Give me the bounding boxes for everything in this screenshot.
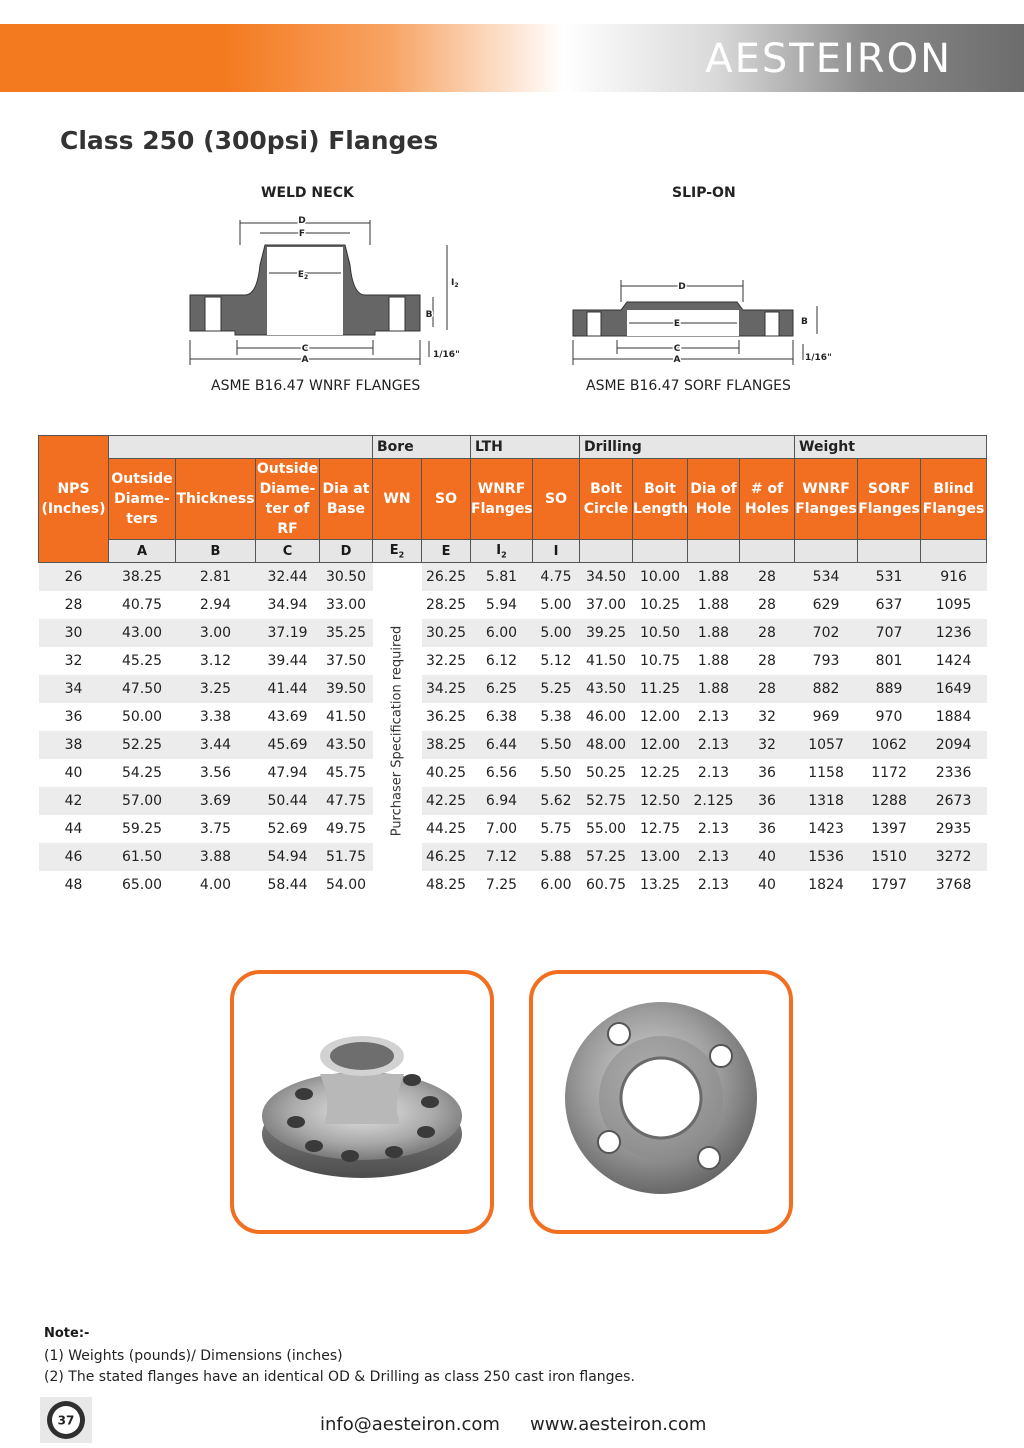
table-cell: 48.00 [580, 731, 633, 759]
table-cell: 47.94 [267, 765, 308, 781]
letter-b: B [176, 540, 256, 563]
slip-on-flange-photo [533, 974, 789, 1230]
table-cell: 10.75 [639, 653, 681, 669]
table-cell: 707 [858, 619, 921, 647]
table-cell: 5.38 [540, 709, 572, 725]
table-cell: 46.25 [422, 843, 471, 871]
table-cell: 47.50 [109, 675, 176, 703]
table-cell: 5.62 [533, 787, 580, 815]
table-cell: 1397 [871, 821, 907, 837]
header-dia-at-base: Dia at Base [320, 459, 373, 540]
table-cell: 32 [758, 709, 776, 725]
table-cell: 6.00 [471, 619, 533, 647]
so-label-a: A [673, 355, 681, 365]
table-cell: 59.25 [121, 821, 163, 837]
table-cell: 1172 [871, 765, 907, 781]
header-nps: NPS (Inches) [39, 436, 109, 563]
table-row [39, 563, 987, 592]
table-cell: 1424 [935, 653, 972, 669]
letter-c: C [256, 540, 320, 563]
table-cell: 41.50 [325, 709, 367, 725]
table-cell: 54.94 [256, 843, 320, 871]
table-cell: 969 [812, 709, 840, 725]
table-cell: 3.56 [199, 765, 232, 781]
table-cell: 34.50 [580, 563, 633, 592]
table-cell: 5.75 [540, 821, 572, 837]
header-num-holes: # of Holes [740, 459, 795, 540]
header-so: SO [422, 459, 471, 540]
table-cell: 37.50 [325, 653, 367, 669]
table-cell: 801 [875, 653, 903, 669]
table-cell: 5.50 [533, 731, 580, 759]
table-cell: 34.94 [267, 597, 308, 613]
table-cell: 5.12 [540, 653, 572, 669]
table-cell: 30.25 [422, 619, 471, 647]
slip-on-photo-frame [529, 970, 793, 1234]
table-cell: 28 [740, 675, 795, 703]
table-cell: 6.38 [485, 709, 518, 725]
table-cell: 43.50 [580, 675, 633, 703]
table-cell: 6.25 [471, 675, 533, 703]
so-label-d: D [678, 282, 686, 292]
table-cell: 12.00 [633, 731, 688, 759]
table-cell: 1288 [858, 787, 921, 815]
table-cell: 5.50 [540, 765, 572, 781]
flange-spec-table [38, 435, 987, 899]
table-cell: 51.75 [320, 843, 373, 871]
header-thickness: Thickness [176, 459, 256, 540]
table-cell: 2935 [935, 821, 972, 837]
table-cell: 58.44 [267, 877, 308, 893]
header-blind-weight: Blind Flanges [921, 459, 987, 540]
table-cell: 12.50 [633, 787, 688, 815]
page-title: Class 250 (300psi) Flanges [60, 126, 439, 155]
weld-neck-diagram [185, 205, 475, 370]
table-cell: 52.75 [580, 787, 633, 815]
table-cell: 11.25 [633, 675, 688, 703]
footer-website[interactable]: www.aesteiron.com [530, 1414, 707, 1435]
table-cell: 54.25 [121, 765, 163, 781]
table-cell: 2.13 [697, 765, 730, 781]
table-cell: 50.00 [121, 709, 163, 725]
table-cell: 12.75 [639, 821, 681, 837]
letter-a: A [109, 540, 176, 563]
table-cell: 28 [64, 597, 83, 613]
header-outside-diameters: Outside Diame- ters [109, 459, 176, 540]
weld-neck-title: WELD NECK [261, 185, 354, 201]
table-cell: 637 [875, 597, 903, 613]
table-cell: 3.12 [199, 653, 232, 669]
table-cell: 2673 [921, 787, 987, 815]
table-cell: 40.25 [425, 765, 467, 781]
table-cell: 6.56 [485, 765, 518, 781]
table-cell: 2.13 [697, 709, 730, 725]
table-cell: 39.50 [320, 675, 373, 703]
table-cell: 34.25 [422, 675, 471, 703]
table-cell: 7.12 [471, 843, 533, 871]
table-cell: 36 [64, 709, 83, 725]
table-row [39, 675, 987, 703]
table-cell: 2.13 [688, 731, 740, 759]
table-cell: 48.25 [425, 877, 467, 893]
table-cell: 1797 [871, 877, 907, 893]
table-cell: 4.00 [199, 877, 232, 893]
table-cell: 40 [740, 843, 795, 871]
table-row [39, 591, 987, 619]
table-cell: 1423 [808, 821, 844, 837]
table-cell: 1057 [795, 731, 858, 759]
table-cell: 35.25 [320, 619, 373, 647]
notes-heading: Note:- [44, 1326, 90, 1341]
wn-label-d: D [298, 216, 306, 226]
header-bolt-circle: Bolt Circle [580, 459, 633, 540]
table-cell: 2.94 [199, 597, 232, 613]
table-cell: 534 [795, 563, 858, 592]
table-cell: 38.25 [109, 563, 176, 592]
table-cell: 3.25 [176, 675, 256, 703]
table-cell: 26 [39, 563, 109, 592]
table-cell: 28 [740, 619, 795, 647]
table-cell: 1649 [921, 675, 987, 703]
table-cell: 970 [875, 709, 903, 725]
wn-purchaser-note: Purchaser Specification required [389, 625, 405, 837]
table-cell: 1884 [935, 709, 972, 725]
letter-e2: $E_2$ [373, 540, 422, 563]
table-cell: 7.00 [485, 821, 518, 837]
table-cell: 36 [740, 787, 795, 815]
table-cell: 6.94 [471, 787, 533, 815]
table-cell: 43.50 [320, 731, 373, 759]
table-cell: 45.69 [256, 731, 320, 759]
table-cell: 1510 [858, 843, 921, 871]
table-cell: 38 [39, 731, 109, 759]
table-cell: 1.88 [688, 563, 740, 592]
group-drilling: Drilling [580, 436, 795, 459]
table-cell: 10.25 [639, 597, 681, 613]
slip-on-title: SLIP-ON [672, 185, 736, 201]
so-label-c: C [673, 344, 681, 354]
letter-e: E [422, 540, 471, 563]
header-bolt-length: Bolt Length [633, 459, 688, 540]
table-cell: 3.69 [176, 787, 256, 815]
table-cell: 629 [812, 597, 840, 613]
wn-label-a: A [301, 355, 309, 365]
table-cell: 46 [39, 843, 109, 871]
table-cell: 7.25 [485, 877, 518, 893]
table-cell: 3.00 [176, 619, 256, 647]
table-row [39, 815, 987, 843]
table-cell: 36.25 [425, 709, 467, 725]
note-line-2: (2) The stated flanges have an identical OD & Drilling as class 250 cast iron flanges. [44, 1369, 635, 1385]
table-cell: 52.69 [267, 821, 308, 837]
table-row [39, 619, 987, 647]
table-cell: 61.50 [109, 843, 176, 871]
table-cell: 10.00 [633, 563, 688, 592]
table-cell: 52.25 [109, 731, 176, 759]
table-cell: 5.88 [533, 843, 580, 871]
table-cell: 1.88 [688, 675, 740, 703]
table-cell: 793 [812, 653, 840, 669]
table-cell: 55.00 [585, 821, 627, 837]
header-outside-diameter-rf: Outside Diame- ter of RF [256, 459, 320, 540]
table-row [39, 871, 987, 899]
header-so-lth: SO [533, 459, 580, 540]
table-cell: 30.50 [320, 563, 373, 592]
table-cell: 1.88 [688, 619, 740, 647]
table-cell: 45.25 [121, 653, 163, 669]
slip-on-caption: ASME B16.47 SORF FLANGES [586, 378, 791, 394]
table-row [39, 787, 987, 815]
table-cell: 65.00 [121, 877, 163, 893]
table-cell: 5.25 [533, 675, 580, 703]
page-number: 37 [57, 1413, 75, 1428]
table-cell: 1.88 [697, 597, 730, 613]
slip-on-diagram [565, 270, 845, 370]
table-cell: 10.50 [633, 619, 688, 647]
table-cell: 57.00 [109, 787, 176, 815]
header-wnrf-flanges: WNRF Flanges [471, 459, 533, 540]
table-cell: 47.75 [320, 787, 373, 815]
table-cell: 4.75 [533, 563, 580, 592]
table-cell: 6.12 [485, 653, 518, 669]
table-cell: 1095 [935, 597, 972, 613]
table-cell: 40.75 [121, 597, 163, 613]
weld-neck-flange-photo [234, 974, 490, 1230]
table-row [39, 759, 987, 787]
table-cell: 34 [39, 675, 109, 703]
table-cell: 531 [858, 563, 921, 592]
table-cell: 1236 [921, 619, 987, 647]
table-cell: 45.75 [325, 765, 367, 781]
table-cell: 40 [758, 877, 776, 893]
header-dia-of-hole: Dia of Hole [688, 459, 740, 540]
table-cell: 3768 [935, 877, 972, 893]
table-cell: 32.25 [425, 653, 467, 669]
table-row [39, 843, 987, 871]
table-cell: 57.25 [580, 843, 633, 871]
table-cell: 30 [39, 619, 109, 647]
table-cell: 32 [740, 731, 795, 759]
group-bore: Bore [373, 436, 471, 459]
table-cell: 44 [64, 821, 83, 837]
table-cell: 48 [64, 877, 83, 893]
table-cell: 41.44 [256, 675, 320, 703]
table-cell: 33.00 [325, 597, 367, 613]
footer-email[interactable]: info@aesteiron.com [320, 1414, 500, 1435]
letter-i2: $I_2$ [471, 540, 533, 563]
group-weight: Weight [795, 436, 987, 459]
table-cell: 1062 [858, 731, 921, 759]
table-cell: 916 [921, 563, 987, 592]
wn-label-i2: $I_2$ [451, 278, 459, 289]
wn-purchaser-note-cell [373, 563, 422, 900]
so-label-e: E [673, 319, 681, 329]
page-number-badge [40, 1397, 92, 1443]
table-cell: 60.75 [585, 877, 627, 893]
brand-logo: AESTEIRON [705, 36, 952, 82]
table-cell: 37.19 [256, 619, 320, 647]
table-cell: 1.88 [697, 653, 730, 669]
table-cell: 42 [39, 787, 109, 815]
wn-label-f: F [298, 229, 306, 239]
table-cell: 1536 [795, 843, 858, 871]
table-cell: 5.81 [471, 563, 533, 592]
table-cell: 28.25 [425, 597, 467, 613]
table-cell: 37.00 [585, 597, 627, 613]
table-cell: 38.25 [422, 731, 471, 759]
table-cell: 5.00 [533, 619, 580, 647]
wn-label-c: C [301, 344, 309, 354]
note-line-1: (1) Weights (pounds)/ Dimensions (inches) [44, 1348, 343, 1364]
table-cell: 39.25 [580, 619, 633, 647]
table-cell: 2.13 [697, 821, 730, 837]
table-cell: 13.00 [633, 843, 688, 871]
weld-neck-photo-frame [230, 970, 494, 1234]
table-cell: 26.25 [422, 563, 471, 592]
wn-label-b: B [425, 310, 433, 320]
so-label-rf: 1/16" [805, 353, 832, 363]
table-cell: 32 [64, 653, 83, 669]
table-cell: 6.00 [540, 877, 572, 893]
table-cell: 1158 [808, 765, 844, 781]
table-cell: 3.44 [176, 731, 256, 759]
table-cell: 2.125 [688, 787, 740, 815]
letter-d: D [320, 540, 373, 563]
table-cell: 3272 [921, 843, 987, 871]
table-cell: 50.25 [585, 765, 627, 781]
table-cell: 5.94 [485, 597, 518, 613]
table-cell: 3.75 [199, 821, 232, 837]
table-row [39, 731, 987, 759]
table-cell: 2094 [921, 731, 987, 759]
table-cell: 2.13 [697, 877, 730, 893]
header-wn: WN [373, 459, 422, 540]
table-cell: 28 [740, 563, 795, 592]
table-cell: 702 [795, 619, 858, 647]
table-cell: 12.25 [639, 765, 681, 781]
table-cell: 32.44 [256, 563, 320, 592]
table-cell: 54.00 [325, 877, 367, 893]
table-row [39, 647, 987, 675]
table-cell: 3.88 [176, 843, 256, 871]
table-cell: 42.25 [422, 787, 471, 815]
table-cell: 12.00 [639, 709, 681, 725]
table-cell: 44.25 [425, 821, 467, 837]
group-lth: LTH [471, 436, 580, 459]
table-cell: 2.81 [176, 563, 256, 592]
table-cell: 28 [758, 597, 776, 613]
table-cell: 1824 [808, 877, 844, 893]
table-cell: 882 [795, 675, 858, 703]
table-cell: 41.50 [585, 653, 627, 669]
table-cell: 36 [758, 821, 776, 837]
table-cell: 39.44 [267, 653, 308, 669]
table-body [39, 563, 987, 900]
wn-label-rf: 1/16" [433, 350, 460, 360]
table-cell: 13.25 [639, 877, 681, 893]
table-cell: 49.75 [325, 821, 367, 837]
table-cell: 40 [64, 765, 83, 781]
table-cell: 5.00 [540, 597, 572, 613]
table-cell: 2336 [935, 765, 972, 781]
table-cell: 36 [758, 765, 776, 781]
weld-neck-caption: ASME B16.47 WNRF FLANGES [211, 378, 421, 394]
table-cell: 1318 [795, 787, 858, 815]
table-cell: 6.44 [471, 731, 533, 759]
so-label-b: B [801, 317, 808, 327]
header-wnrf-weight: WNRF Flanges [795, 459, 858, 540]
table-cell: 3.38 [199, 709, 232, 725]
table-cell: 43.69 [267, 709, 308, 725]
table-cell: 2.13 [688, 843, 740, 871]
letter-i: I [533, 540, 580, 563]
table-cell: 28 [758, 653, 776, 669]
table-cell: 46.00 [585, 709, 627, 725]
wn-label-e2: $E_2$ [297, 270, 309, 281]
table-row [39, 703, 987, 731]
header-sorf-weight: SORF Flanges [858, 459, 921, 540]
table-cell: 889 [858, 675, 921, 703]
table-cell: 43.00 [109, 619, 176, 647]
table-cell: 50.44 [256, 787, 320, 815]
